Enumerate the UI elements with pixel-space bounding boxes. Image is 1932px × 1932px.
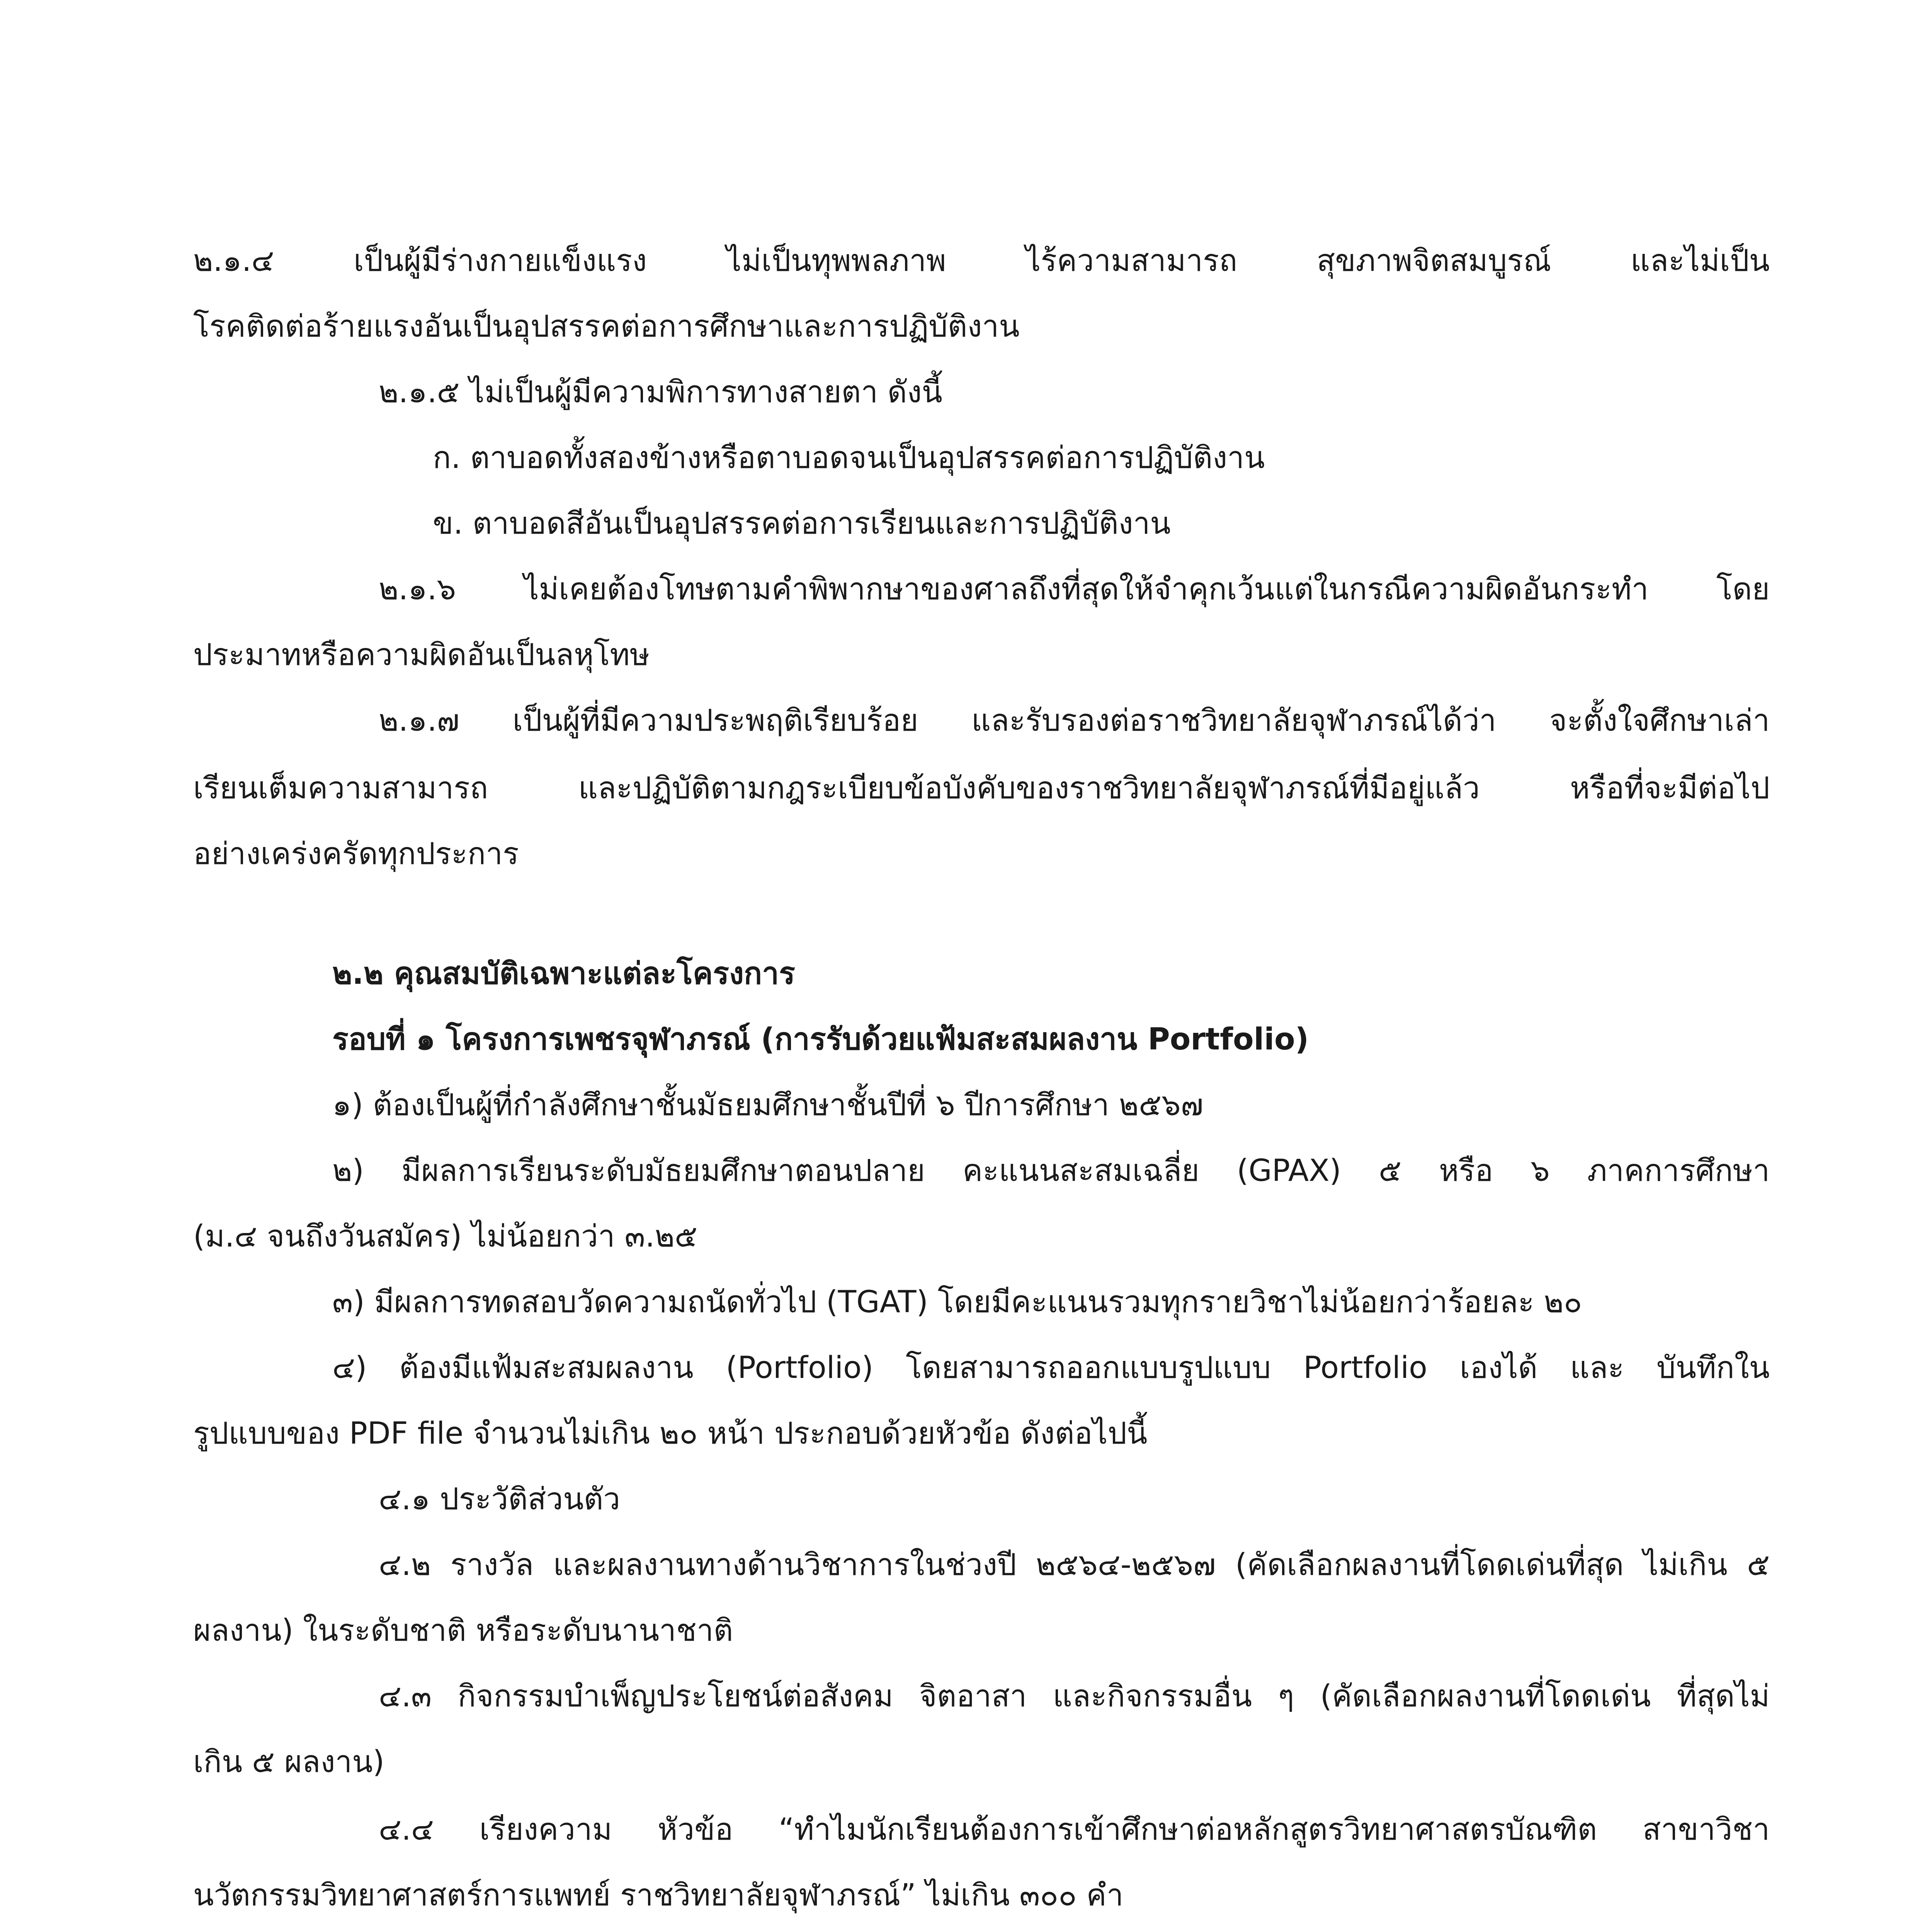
item-2-1-7-line-2: เรียนเต็มความสามารถ และปฏิบัติตามกฎระเบียบข้อบังคับของราชวิทยาลัยจุฬาภรณ์ที่มีอยู่แล้ว หรือที่จะมีต่อไป [193,771,1770,806]
item-2-1-7-line-1: ๒.๑.๗ เป็นผู้ที่มีความประพฤติเรียบร้อย และรับรองต่อราชวิทยาลัยจุฬาภรณ์ได้ว่า จะตั้งใจศึกษาเล่า [379,703,1770,738]
criterion-2-line-1: ๒) มีผลการเรียนระดับมัธยมศึกษาตอนปลาย คะแนนสะสมเฉลี่ย (GPAX) ๕ หรือ ๖ ภาคการศึกษา [332,1153,1770,1188]
portfolio-item-4-4-line-1: ๔.๔ เรียงความ หัวข้อ “ทำไมนักเรียนต้องการเข้าศึกษาต่อหลักสูตรวิทยาศาสตรบัณฑิต สาขาวิชา [379,1812,1770,1847]
item-2-1-6-line-1: ๒.๑.๖ ไม่เคยต้องโทษตามคำพิพากษาของศาลถึงที่สุดให้จำคุกเว้นแต่ในกรณีความผิดอันกระทำ โดย [379,572,1770,607]
portfolio-item-4-3-line-1: ๔.๓ กิจกรรมบำเพ็ญประโยชน์ต่อสังคม จิตอาสา และกิจกรรมอื่น ๆ (คัดเลือกผลงานที่โดดเด่น ที่สุดไม่ [379,1679,1770,1714]
criterion-4-line-1: ๔) ต้องมีแฟ้มสะสมผลงาน (Portfolio) โดยสามารถออกแบบรูปแบบ Portfolio เองได้ และ บันทึกใน [332,1350,1770,1385]
criterion-3: ๓) มีผลการทดสอบวัดความถนัดทั่วไป (TGAT) โดยมีคะแนนรวมทุกรายวิชาไม่น้อยกว่าร้อยละ ๒๐ [332,1285,1582,1320]
item-2-1-4-line-2: โรคติดต่อร้ายแรงอันเป็นอุปสรรคต่อการศึกษาและการปฏิบัติงาน [193,309,1020,344]
criterion-2-line-2: (ม.๔ จนถึงวันสมัคร) ไม่น้อยกว่า ๓.๒๕ [193,1219,697,1254]
portfolio-item-4-2-line-1: ๔.๒ รางวัล และผลงานทางด้านวิชาการในช่วงปี ๒๕๖๔-๒๕๖๗ (คัดเลือกผลงานที่โดดเด่นที่สุด ไม่เกิน ๕ [379,1548,1770,1582]
section-2-2-heading: ๒.๒ คุณสมบัติเฉพาะแต่ละโครงการ [332,956,795,991]
criterion-4-line-2: รูปแบบของ PDF file จำนวนไม่เกิน ๒๐ หน้า ประกอบด้วยหัวข้อ ดังต่อไปนี้ [193,1416,1148,1451]
round-1-heading: รอบที่ ๑ โครงการเพชรจุฬาภรณ์ (การรับด้วยแฟ้มสะสมผลงาน Portfolio) [332,1022,1309,1057]
item-2-1-7-line-3: อย่างเคร่งครัดทุกประการ [193,837,519,871]
item-2-1-6-line-2: ประมาทหรือความผิดอันเป็นลหุโทษ [193,638,650,672]
portfolio-item-4-1: ๔.๑ ประวัติส่วนตัว [379,1482,621,1517]
portfolio-item-4-3-line-2: เกิน ๕ ผลงาน) [193,1745,384,1779]
portfolio-item-4-2-line-2: ผลงาน) ในระดับชาติ หรือระดับนานาชาติ [193,1613,733,1648]
item-2-1-5-sub-b: ข. ตาบอดสีอันเป็นอุปสรรคต่อการเรียนและการปฏิบัติงาน [433,506,1171,541]
portfolio-item-4-4-line-2: นวัตกรรมวิทยาศาสตร์การแพทย์ ราชวิทยาลัยจุฬาภรณ์” ไม่เกิน ๓๐๐ คำ [193,1878,1124,1913]
criterion-1: ๑) ต้องเป็นผู้ที่กำลังศึกษาชั้นมัธยมศึกษาชั้นปีที่ ๖ ปีการศึกษา ๒๕๖๗ [332,1088,1204,1122]
item-2-1-5-sub-a: ก. ตาบอดทั้งสองข้างหรือตาบอดจนเป็นอุปสรรคต่อการปฏิบัติงาน [433,440,1265,475]
item-2-1-5-line-1: ๒.๑.๕ ไม่เป็นผู้มีความพิการทางสายตา ดังนี้ [379,375,942,410]
item-2-1-4-line-1: ๒.๑.๔ เป็นผู้มีร่างกายแข็งแรง ไม่เป็นทุพพลภาพ ไร้ความสามารถ สุขภาพจิตสมบูรณ์ และไม่เป็น [193,243,1770,278]
